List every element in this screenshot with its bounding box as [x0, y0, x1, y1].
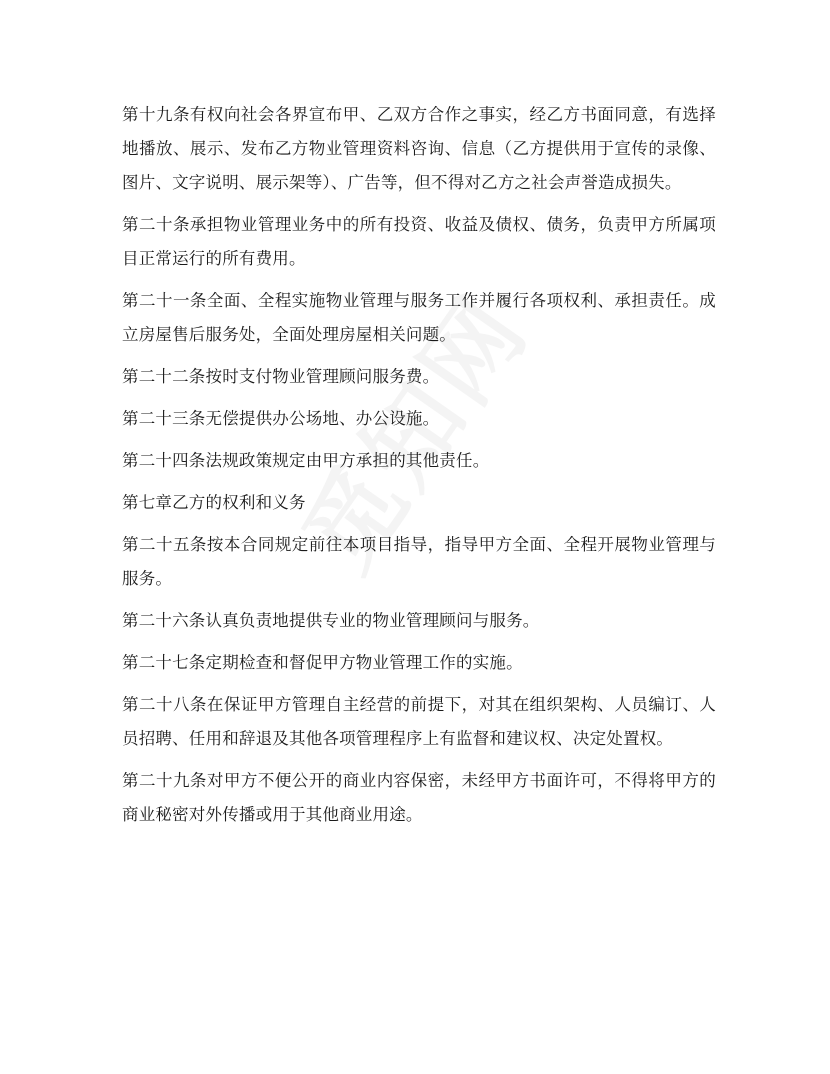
clause-22: 第二十二条按时支付物业管理顾问服务费。	[122, 367, 440, 386]
document-body	[122, 94, 716, 836]
clause-19: 第十九条有权向社会各界宣布甲、乙双方合作之事实，经乙方书面同意，有选择地播放、展示、发布乙方物业管理资料咨询、信息（乙方提供用于宣传的录像、图片、文字说明、展示架等）、广告等，但不得对乙方之社会声誉造成损失。	[122, 105, 716, 192]
clause-29: 第二十九条对甲方不便公开的商业内容保密，未经甲方书面许可，不得将甲方的商业秘密对外传播或用于其他商业用途。	[122, 771, 716, 824]
clause-20: 第二十条承担物业管理业务中的所有投资、收益及债权、债务，负责甲方所属项目正常运行的所有费用。	[122, 215, 716, 268]
clause-21: 第二十一条全面、全程实施物业管理与服务工作并履行各项权利、承担责任。成立房屋售后服务处，全面处理房屋相关问题。	[122, 291, 716, 344]
clause-24: 第二十四条法规政策规定由甲方承担的其他责任。	[122, 451, 490, 470]
clause-28: 第二十八条在保证甲方管理自主经营的前提下，对其在组织架构、人员编订、人员招聘、任用和辞退及其他各项管理程序上有监督和建议权、决定处置权。	[122, 695, 716, 748]
clause-23: 第二十三条无偿提供办公场地、办公设施。	[122, 409, 440, 428]
clause-25: 第二十五条按本合同规定前往本项目指导，指导甲方全面、全程开展物业管理与服务。	[122, 535, 716, 588]
clause-26: 第二十六条认真负责地提供专业的物业管理顾问与服务。	[122, 611, 540, 630]
clause-27: 第二十七条定期检查和督促甲方物业管理工作的实施。	[122, 653, 523, 672]
chapter-7-heading: 第七章乙方的权利和义务	[122, 493, 306, 512]
